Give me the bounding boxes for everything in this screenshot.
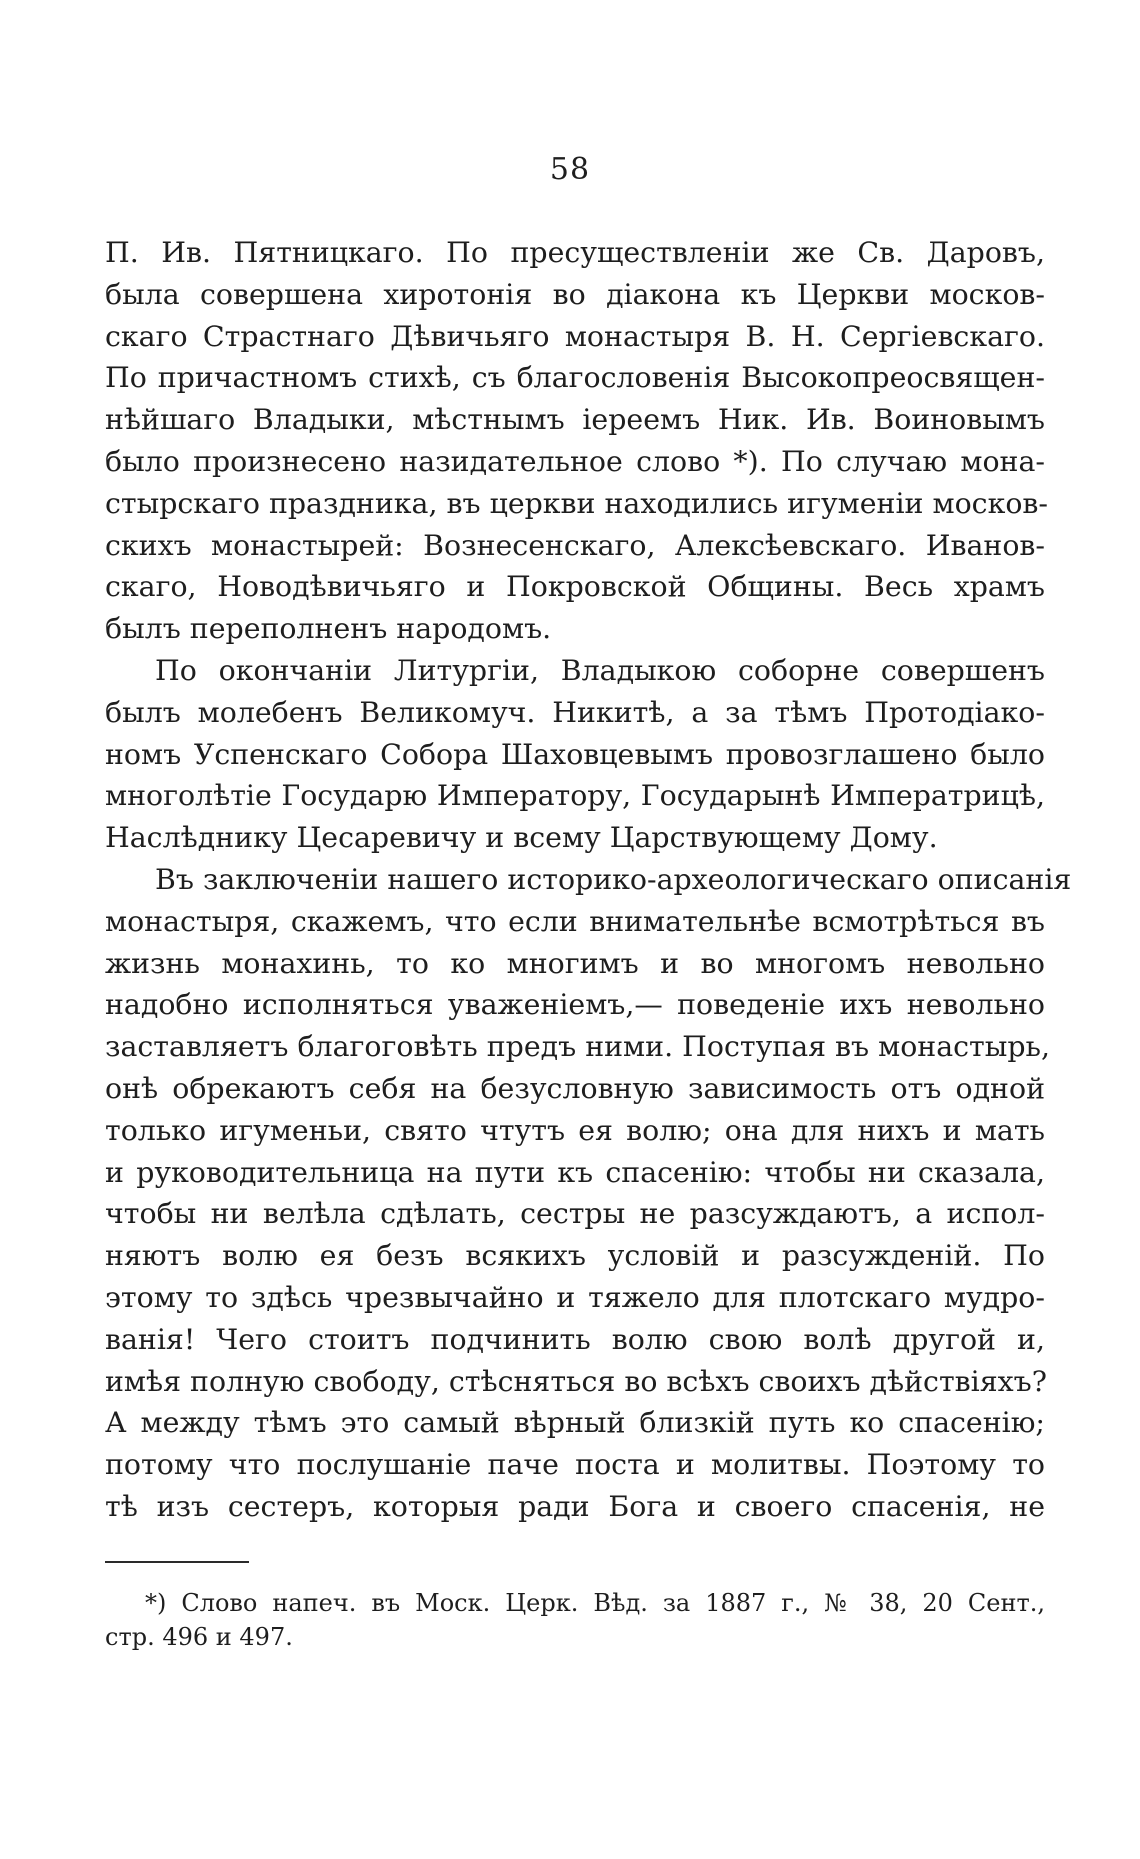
text-line: скаго Страстнаго Дѣвичьяго монастыря В. Н. Сергіевскаго. [105, 319, 1045, 353]
text-line: былъ переполненъ народомъ. [105, 612, 552, 646]
text-line: скихъ монастырей: Вознесенскаго, Алексѣевскаго. Иванов- [105, 528, 1045, 562]
text-line: онѣ обрекаютъ себя на безусловную зависимость отъ одной [105, 1071, 1045, 1105]
text-line: Наслѣднику Цесаревичу и всему Царствующему Дому. [105, 821, 938, 855]
text-line: заставляетъ благоговѣть предъ ними. Поступая въ монастырь, [105, 1030, 1051, 1064]
text-line: потому что послушаніе паче поста и молитвы. Поэтому то [105, 1448, 1045, 1482]
text-line: многолѣтіе Государю Императору, Государынѣ Императрицѣ, [105, 779, 1045, 813]
text-line: тѣ изъ сестеръ, которыя ради Бога и своего спасенія, не [105, 1489, 1045, 1523]
text-line: имѣя полную свободу, стѣсняться во всѣхъ своихъ дѣйствіяхъ? [105, 1364, 1047, 1398]
text-line: надобно исполняться уваженіемъ,— поведеніе ихъ невольно [105, 988, 1045, 1022]
text-line: этому то здѣсь чрезвычайно и тяжело для плотскаго мудро- [105, 1280, 1045, 1314]
text-line: А между тѣмъ это самый вѣрный близкій путь ко спасенію; [105, 1406, 1045, 1440]
text-line: и руководительница на пути къ спасенію: чтобы ни сказала, [105, 1155, 1045, 1189]
text-line: нѣйшаго Владыки, мѣстнымъ іереемъ Ник. Ив. Воиновымъ [105, 403, 1045, 437]
text-line: П. Ив. Пятницкаго. По пресуществленіи же Св. Даровъ, [105, 236, 1045, 269]
text-line: По окончаніи Литургіи, Владыкою соборне совершенъ [155, 653, 1045, 687]
text-line: былъ молебенъ Великомуч. Никитѣ, а за тѣмъ Протодіако- [105, 695, 1045, 729]
text-line: было произнесено назидательное слово *). По случаю мона- [105, 444, 1045, 478]
text-line: ванія! Чего стоитъ подчинить волю свою волѣ другой и, [105, 1322, 1045, 1356]
text-line: чтобы ни велѣла сдѣлать, сестры не разсуждаютъ, а испол- [105, 1197, 1045, 1231]
text-line: монастыря, скажемъ, что если внимательнѣе всмотрѣться въ [105, 904, 1045, 938]
text-line: скаго, Новодѣвичьяго и Покровской Общины. Весь храмъ [105, 570, 1045, 604]
footnote-line: стр. 496 и 497. [105, 1623, 293, 1651]
footnote-line: *) Слово напеч. въ Моск. Церк. Вѣд. за 1887 г., № 38, 20 Сент., [145, 1589, 1045, 1617]
footnote-divider [105, 1561, 249, 1563]
body-text [105, 232, 1072, 1528]
text-line: только игуменьи, свято чтутъ ея волю; она для нихъ и мать [105, 1113, 1045, 1147]
text-line: стырскаго праздника, въ церкви находились игуменіи москов- [105, 486, 1048, 520]
text-line: Въ заключеніи нашего историко-археологическаго описанія [155, 862, 1072, 896]
text-line: жизнь монахинь, то ко многимъ и во многомъ невольно [105, 946, 1045, 980]
page-number: 58 [549, 152, 591, 187]
text-line: По причастномъ стихѣ, съ благословенія Высокопреосвящен- [105, 361, 1045, 395]
text-line: няютъ волю ея безъ всякихъ условій и разсужденій. По [105, 1239, 1045, 1273]
text-line: номъ Успенскаго Собора Шаховцевымъ провозглашено было [105, 737, 1045, 771]
footnote [105, 1586, 1045, 1654]
text-line: была совершена хиротонія во діакона къ Церкви москов- [105, 277, 1045, 311]
